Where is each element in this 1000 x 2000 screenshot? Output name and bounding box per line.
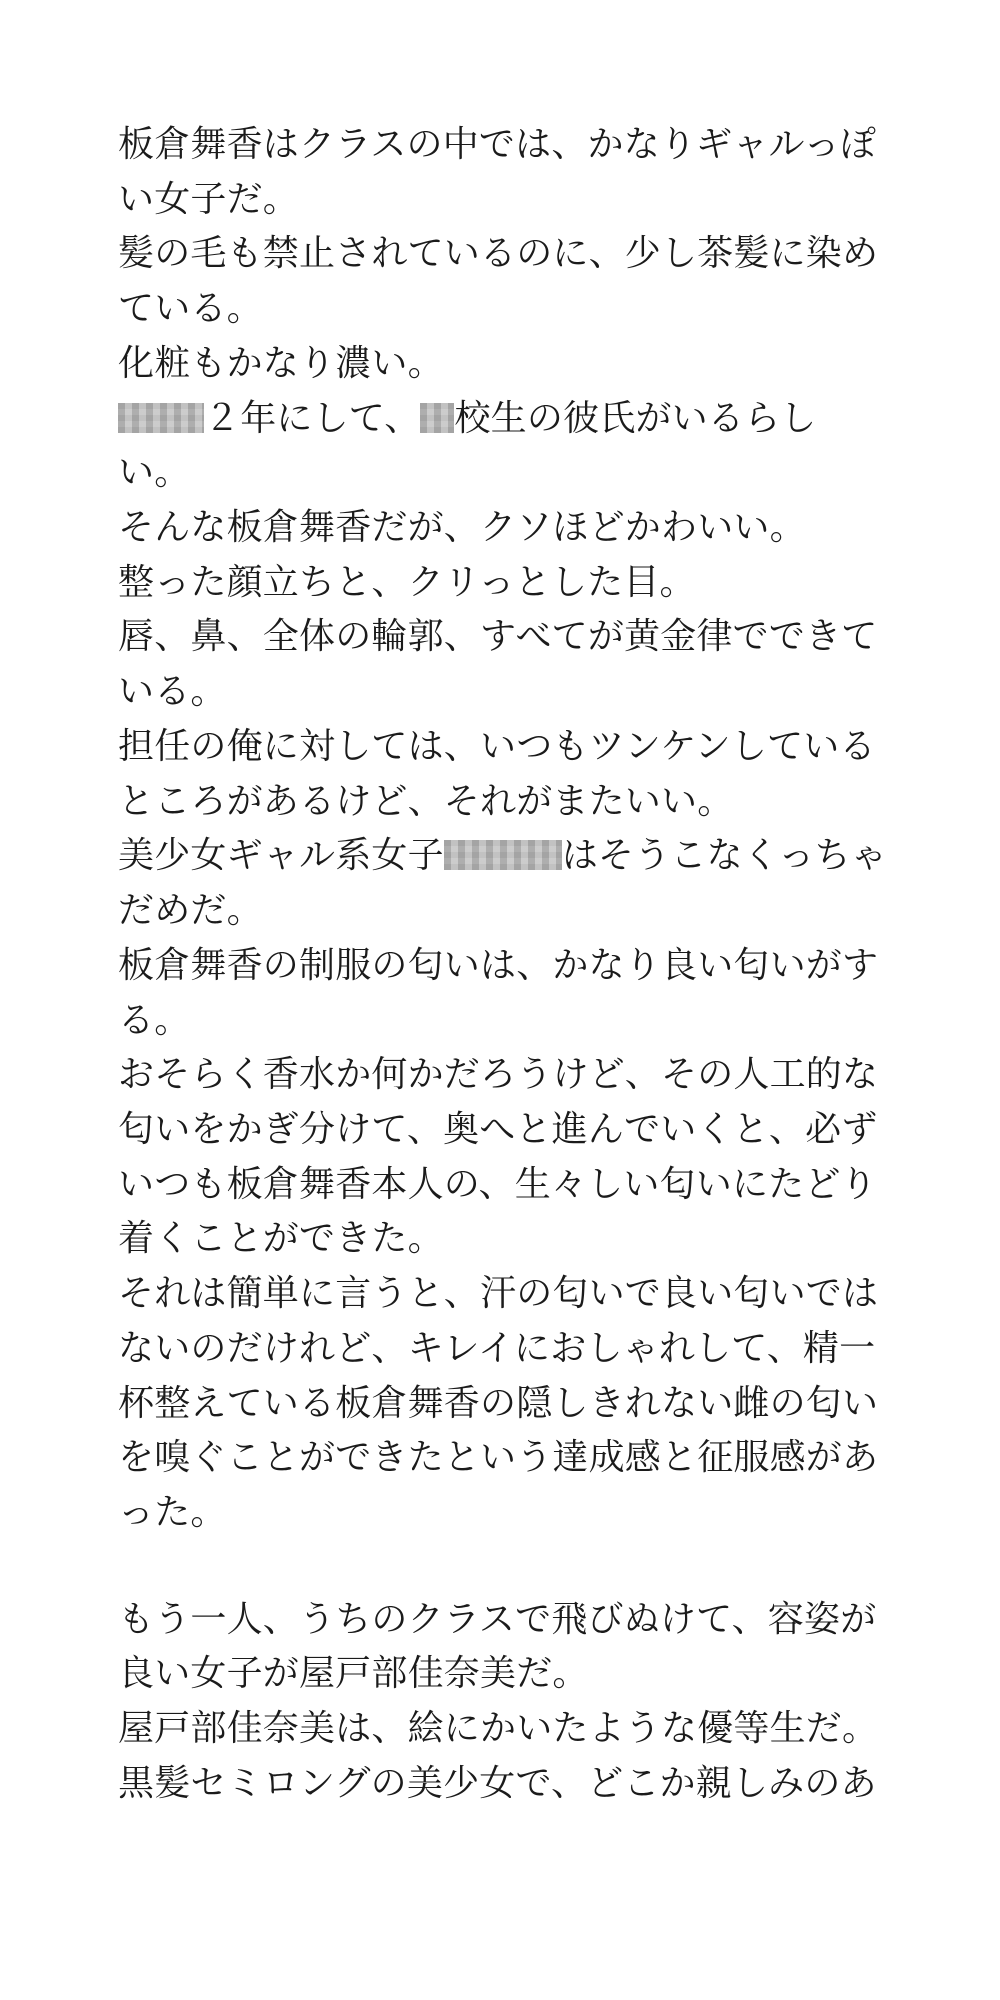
document-text-body — [118, 118, 888, 1812]
paragraph-spacer — [118, 1541, 888, 1593]
paragraph: 黒髪セミロングの美少女で、どこか親しみのあ — [118, 1762, 877, 1804]
paragraph: 板倉舞香はクラスの中では、かなりギャルっぽい女子だ。 — [118, 124, 877, 220]
paragraph: そんな板倉舞香だが、クソほどかわいい。 — [118, 507, 806, 549]
paragraph-segment: 美少女ギャル系女子 — [118, 835, 444, 877]
paragraph: もう一人、うちのクラスで飛びぬけて、容姿が良い女子が屋戸部佳奈美だ。 — [118, 1598, 877, 1695]
paragraph: 唇、鼻、全体の輪郭、すべてが黄金律でできている。 — [118, 616, 878, 713]
paragraph-segment: 校生の彼氏がいるらしい。 — [118, 397, 817, 494]
paragraph: 屋戸部佳奈美は、絵にかいたような優等生だ。 — [118, 1708, 879, 1750]
paragraph-segment: はそうこなくっちゃだめだ。 — [118, 835, 887, 932]
paragraph: それは簡単に言うと、汗の匂いで良い匂いではないのだけれど、キレイにおしゃれして、精一杯整えている板倉舞香の隠しきれない雌の匂いを嗅ぐことができたという達成感と征服感があった。 — [118, 1273, 879, 1533]
paragraph-segment: ２年にして、 — [204, 397, 421, 439]
paragraph-with-redaction — [118, 392, 888, 501]
redaction-block-2 — [420, 403, 454, 433]
redaction-block-3 — [444, 840, 562, 870]
paragraph: 髪の毛も禁止されているのに、少し茶髪に染めている。 — [118, 233, 879, 330]
paragraph: 整った顔立ちと、クリっとした目。 — [118, 561, 696, 603]
redaction-block-1 — [118, 403, 204, 433]
paragraph: 板倉舞香の制服の匂いは、かなり良い匂いがする。 — [118, 944, 879, 1041]
paragraph: 担任の俺に対しては、いつもツンケンしているところがあるけど、それがまたいい。 — [118, 725, 876, 822]
paragraph-with-redaction — [118, 829, 888, 938]
paragraph: おそらく香水か何かだろうけど、その人工的な匂いをかぎ分けて、奥へと進んでいくと、必ずいつも板倉舞香本人の、生々しい匂いにたどり着くことができた。 — [118, 1054, 879, 1260]
paragraph: 化粧もかなり濃い。 — [118, 342, 444, 384]
